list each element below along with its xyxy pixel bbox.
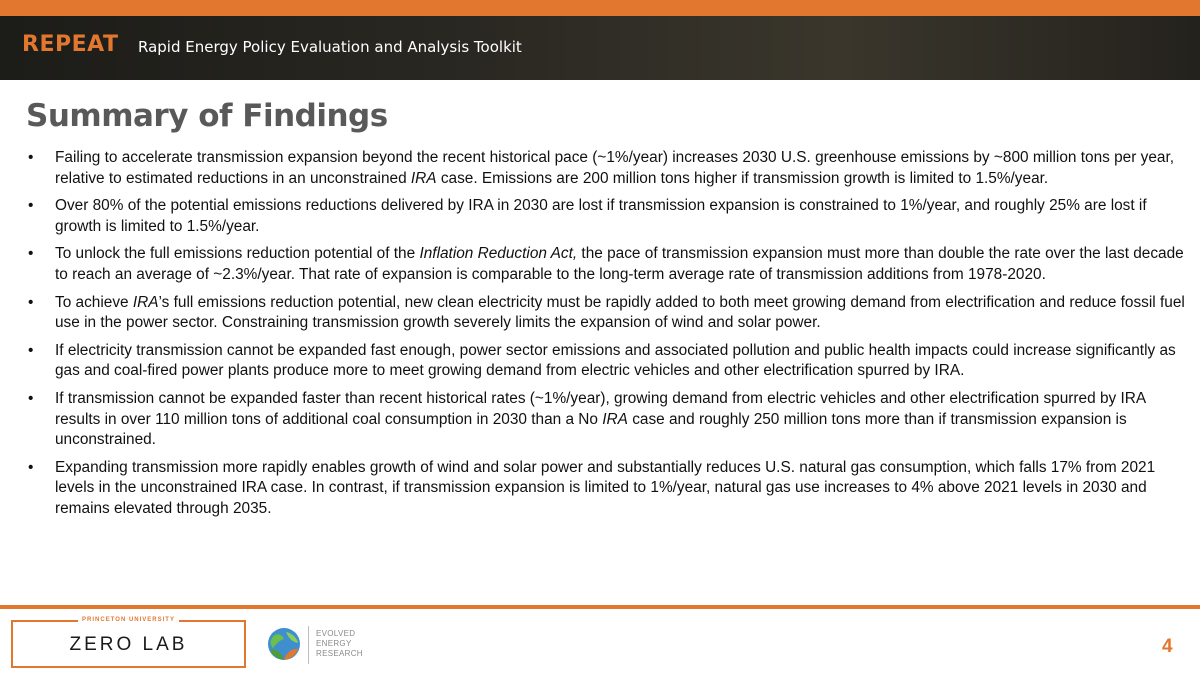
bullet-marker: • xyxy=(28,341,34,359)
finding-text-italic: Inflation Reduction Act, xyxy=(419,245,578,263)
finding-text: To unlock the full emissions reduction potential of the xyxy=(55,245,420,263)
finding-text: Over 80% of the potential emissions reductions delivered by IRA in 2030 are lost if transmission expansion is constrained to 1%/year, and roughly 25% are lost if growth is limited to 1.5%/year. xyxy=(55,197,1147,235)
finding-item xyxy=(28,196,1188,237)
finding-item xyxy=(28,458,1188,520)
bullet-marker: • xyxy=(28,458,34,476)
finding-text: Expanding transmission more rapidly enables growth of wind and solar power and substantially reduces U.S. natural gas consumption, which falls 17% from 2021 levels in the unconstrained IRA case. In contrast, if transmission expansion is limited to 1%/year, natural gas use increases to 4% above 2021 levels in 2030 and remains elevated through 2035. xyxy=(55,458,1156,517)
finding-item xyxy=(28,148,1188,189)
globe-leaf-icon xyxy=(266,626,302,662)
finding-text: the pace of transmission expansion must more than double the rate over the last decade to reach an average of ~2.3%/year. That rate of expansion is comparable to the long-term average rate of transmission additions from 1978-2020. xyxy=(55,245,1184,283)
findings-list xyxy=(28,148,1188,527)
finding-text: case. Emissions are 200 million tons higher if transmission growth is limited to 1.5%/year. xyxy=(436,169,1049,187)
finding-text-italic: IRA xyxy=(410,169,437,187)
finding-text: ’s full emissions reduction potential, new clean electricity must be rapidly added to both meet growing demand from electrification and reduce fossil fuel use in the power sector. Constraining transmission growth severely limits the expansion of wind and solar power. xyxy=(55,293,1185,332)
finding-item xyxy=(28,244,1188,285)
zero-lab-logo xyxy=(11,617,246,668)
header-banner xyxy=(0,16,1200,80)
page-title: Summary of Findings xyxy=(26,98,388,134)
bullet-marker: • xyxy=(28,197,34,215)
evolved-energy-logo-text xyxy=(316,629,363,659)
page-number: 4 xyxy=(1162,636,1173,657)
finding-item xyxy=(28,293,1188,334)
finding-item xyxy=(28,341,1188,382)
zero-lab-university: PRINCETON UNIVERSITY xyxy=(78,617,179,623)
zero-lab-name: ZERO LAB xyxy=(69,634,188,655)
finding-text: case and roughly 250 million tons more than if transmission expansion is unconstrained. xyxy=(55,410,1127,449)
bullet-marker: • xyxy=(28,293,34,311)
footer-divider xyxy=(0,605,1200,609)
finding-text: If transmission cannot be expanded faster than recent historical rates (~1%/year), growing demand from electric vehicles and other electrification spurred by IRA results in over 110 million tons of additional coal consumption in 2030 than a No xyxy=(55,389,1146,428)
bullet-marker: • xyxy=(28,245,34,263)
top-accent-bar xyxy=(0,0,1200,16)
evolved-line-3: RESEARCH xyxy=(316,649,363,658)
header-subtitle: Rapid Energy Policy Evaluation and Analysis Toolkit xyxy=(138,38,522,56)
bullet-marker: • xyxy=(28,149,34,166)
finding-text: If electricity transmission cannot be expanded fast enough, power sector emissions and associated pollution and public health impacts could increase significantly as gas and coal-fired power plants produce more to meet growing demand from electric vehicles and other electrification spurred by IRA. xyxy=(55,341,1176,380)
finding-text-italic: IRA xyxy=(132,293,159,311)
finding-text: To achieve xyxy=(55,293,133,311)
finding-text: Failing to accelerate transmission expansion beyond the recent historical pace (~1%/year) increases 2030 U.S. greenhouse emissions by ~800 million tons per year, relative to estimated reductions in an unconstrained xyxy=(55,149,1174,187)
finding-item xyxy=(28,389,1188,451)
evolved-line-2: ENERGY xyxy=(316,639,352,648)
logo-separator xyxy=(308,626,309,664)
finding-text-italic: IRA xyxy=(602,410,628,428)
bullet-marker: • xyxy=(28,389,34,407)
evolved-line-1: EVOLVED xyxy=(316,629,356,638)
brand-logo-text: REPEAT xyxy=(22,32,119,57)
